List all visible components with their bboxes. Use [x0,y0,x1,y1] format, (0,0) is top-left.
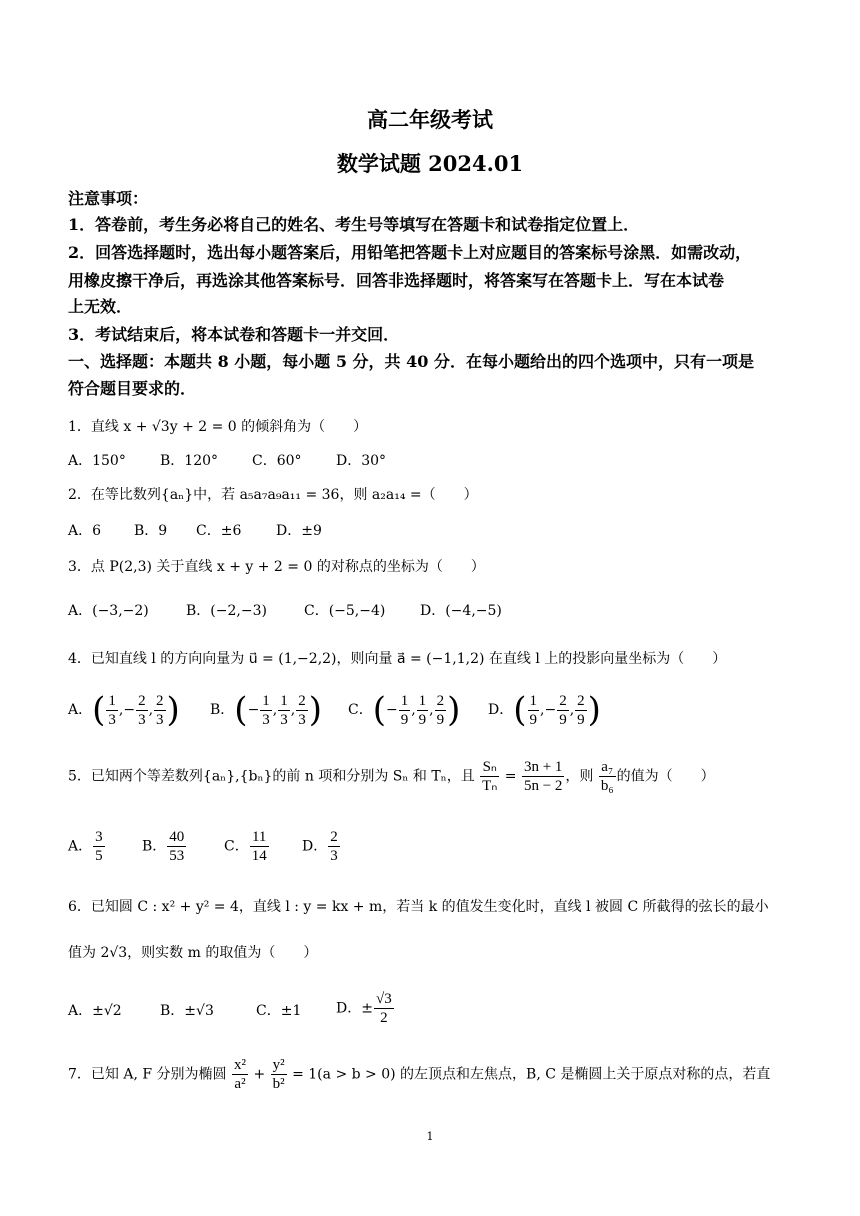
question-1-stem: 1．直线 x + √3y + 2 = 0 的倾斜角为（ ） [68,419,368,435]
q4-option-b: B．(− $\frac{1}{3}$ , $\frac{1}{3}$ , $\frac{2}{3}$ ) [210,690,322,730]
section-heading-line1: 一、选择题：本题共 8 小题，每小题 5 分，共 40 分．在每小题给出的四个选项中，只有一项是 [68,352,754,371]
notice-item-1: 1．答卷前，考生务必将自己的姓名、考生号等填写在答题卡和试卷指定位置上． [68,215,640,234]
q3-option-d: D．(−4,−5) [420,603,502,619]
q4-option-a: A．( $\frac{1}{3}$ ,− $\frac{2}{3}$ , $\frac{2}{3}$ ) [68,690,180,730]
notice-item-2-line1: 2．回答选择题时，选出每小题答案后，用铅笔把答题卡上对应题目的答案标号涂黑．如需改动， [68,243,752,262]
q6-option-d: D．± $\frac{√3}{2}$ [336,991,392,1026]
notice-item-2-line3: 上无效． [68,297,133,316]
q2-option-c: C．±6 [196,523,242,539]
q3-option-a: A．(−3,−2) [68,603,149,619]
page-number: 1 [426,1130,434,1143]
q1-option-b: B．120° [160,453,219,469]
question-4-stem: 4．已知直线 l 的方向向量为 u⃗ = (1,−2,2)，则向量 a⃗ = (−1,1,2) 在直线 l 上的投影向量坐标为（ ） [68,651,727,667]
page-subtitle: 数学试题 2024.01 [336,151,524,176]
q5-option-c: C． $\frac{11}{14}$ [224,829,267,864]
notice-item-2-line2: 用橡皮擦干净后，再选涂其他答案标号．回答非选择题时，将答案写在答题卡上．写在本试卷 [68,271,725,290]
q5-option-d: D． $\frac{2}{3}$ [302,829,338,864]
question-3-stem: 3．点 P(2,3) 关于直线 x + y + 2 = 0 的对称点的坐标为（ ） [68,559,485,575]
question-6-line2: 值为 2√3，则实数 m 的取值为（ ） [68,945,318,961]
notice-heading: 注意事项： [68,189,149,208]
q4-option-d: D．( $\frac{1}{9}$ ,− $\frac{2}{9}$ , $\frac{2}{9}$ ) [488,690,601,730]
q2-option-b: B．9 [134,523,168,539]
section-heading-line2: 符合题目要求的． [68,379,197,398]
q2-option-a: A．6 [68,523,102,539]
question-6-line1: 6．已知圆 C : x² + y² = 4，直线 l : y = kx + m，若当 k 的值发生变化时，直线 l 被圆 C 所截得的弦长的最小 [68,899,769,915]
q1-option-c: C．60° [252,453,302,469]
q6-option-a: A．±√2 [68,1003,122,1019]
q1-option-a: A．150° [68,453,126,469]
question-2-stem: 2．在等比数列{aₙ}中，若 a₅a₇a₉a₁₁ = 36，则 a₂a₁₄ =（ ） [68,487,478,503]
q5-option-b: B． $\frac{40}{53}$ [142,829,185,864]
question-7-stem: 7．已知 A, F 分别为椭圆 $\frac{\text{x²}}{\text{a²}}$ + $\frac{\text{y²}}{\text{b²}}$ = 1(a > b > 0) 的左顶点和左焦点，B, C 是椭圆上关于原点对称的点，若直 [68,1057,771,1092]
q5-option-a: A． $\frac{3}{5}$ [68,829,103,864]
q4-option-c: C．(− $\frac{1}{9}$ , $\frac{1}{9}$ , $\frac{2}{9}$ ) [348,690,461,730]
page-title: 高二年级考试 [367,107,493,132]
q1-option-d: D．30° [336,453,387,469]
q6-option-c: C．±1 [256,1003,302,1019]
notice-item-3: 3．考试结束后，将本试卷和答题卡一并交回． [68,325,400,344]
question-5-stem: 5．已知两个等差数列{aₙ},{bₙ}的前 n 项和分别为 Sₙ 和 Tₙ，且 $\frac{\text{Sₙ}}{\text{Tₙ}}$ = $\frac{3n + 1}{5n - 2}$ ，则 $\frac{\text{a₇}}{\text{b₆}}$ 的值为（ ） [68,759,715,794]
q3-option-b: B．(−2,−3) [186,603,267,619]
q6-option-b: B．±√3 [160,1003,214,1019]
q3-option-c: C．(−5,−4) [304,603,386,619]
q2-option-d: D．±9 [276,523,322,539]
